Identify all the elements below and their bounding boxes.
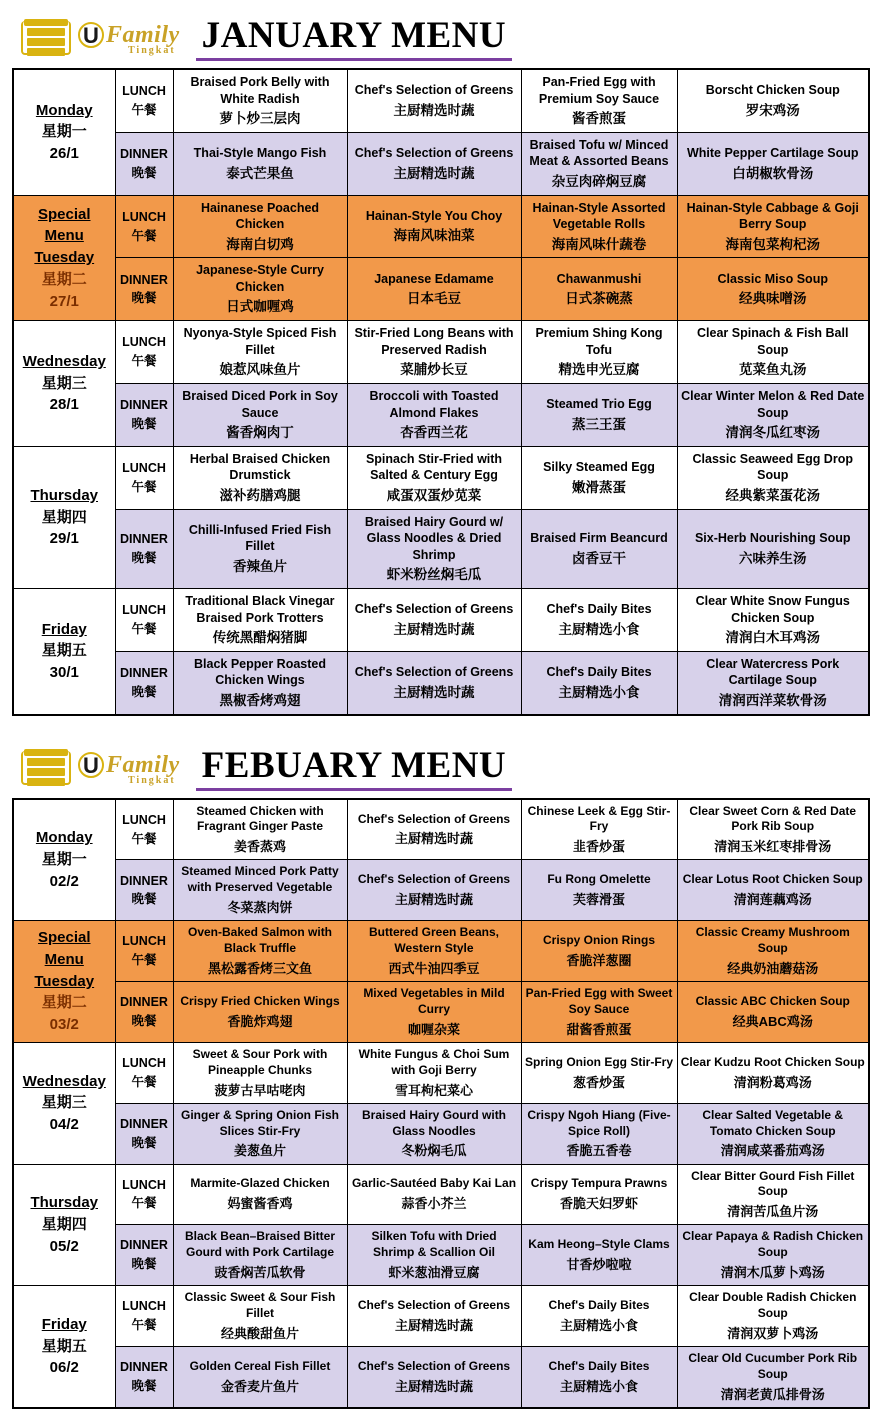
- dish-name-cn: 主厨精选小食: [559, 1378, 638, 1394]
- dish-name-cn: 咖喱杂菜: [407, 1021, 460, 1037]
- dish-name-cn: 香脆炸鸡翅: [227, 1013, 293, 1029]
- dish-cell: Stir-Fried Long Beans with Preserved Radish 菜脯炒长豆: [347, 321, 521, 384]
- dish-cell: Broccoli with Toasted Almond Flakes 杏香西兰花: [347, 384, 521, 447]
- dish-cell: Braised Tofu w/ Minced Meat & Assorted Beans 杂豆肉碎焖豆腐: [521, 132, 677, 195]
- dish-cell: Chef's Selection of Greens 主厨精选时蔬: [347, 1346, 521, 1407]
- dish-name-cn: 姜香蒸鸡: [233, 839, 286, 855]
- dish-name-cn: 清润西洋菜软骨汤: [718, 692, 827, 708]
- day-cell: [13, 195, 115, 321]
- menu-row: [13, 509, 869, 588]
- brand-u-mark: U: [78, 22, 104, 48]
- dish-name-cn: 虾米葱油滑豆腐: [388, 1264, 480, 1280]
- brand-wordmark: [78, 22, 180, 56]
- dish-name-cn: 酱香焖肉丁: [226, 425, 294, 441]
- dish-cell: Hainan-Style You Choy 海南风味油菜: [347, 195, 521, 258]
- dish-name-cn: 香脆天妇罗虾: [559, 1196, 638, 1212]
- day-cell: [13, 589, 115, 715]
- meal-label: LUNCH 午餐: [115, 799, 173, 860]
- dish-cell: Six-Herb Nourishing Soup 六味养生汤: [677, 509, 869, 588]
- dish-cell: Clear Salted Vegetable & Tomato Chicken Soup 清润咸菜番茄鸡汤: [677, 1103, 869, 1164]
- dish-name-cn: 清润粉葛鸡汤: [733, 1074, 812, 1090]
- dish-cell: Sweet & Sour Pork with Pineapple Chunks 菠萝古早咕咾肉: [173, 1042, 347, 1103]
- dish-cell: Marmite-Glazed Chicken 妈蜜酱香鸡: [173, 1164, 347, 1225]
- day-cell: [13, 921, 115, 1043]
- dish-name-cn: 海南白切鸡: [226, 236, 294, 252]
- dish-cell: Clear Double Radish Chicken Soup 清润双萝卜鸡汤: [677, 1286, 869, 1347]
- dish-name-cn: 香脆洋葱圈: [566, 952, 632, 968]
- special-label-line1: Special: [37, 929, 91, 947]
- dish-name-cn: 卤香豆干: [572, 550, 626, 566]
- meal-label: LUNCH 午餐: [115, 195, 173, 258]
- dish-cell: Fu Rong Omelette 芙蓉滑蛋: [521, 860, 677, 921]
- dish-name-cn: 嫩滑蒸蛋: [572, 479, 626, 495]
- day-date: 29/1: [49, 530, 79, 548]
- dish-cell: Chef's Daily Bites 主厨精选小食: [521, 1286, 677, 1347]
- dish-name-cn: 甜酱香煎蛋: [566, 1021, 632, 1037]
- dish-name-cn: 黑椒香烤鸡翅: [219, 692, 301, 708]
- special-label-line1: Special: [37, 205, 91, 223]
- dish-name-cn: 主厨精选时蔬: [394, 1317, 473, 1333]
- dish-cell: Premium Shing Kong Tofu 精选申光豆腐: [521, 321, 677, 384]
- day-date: 05/2: [49, 1237, 79, 1255]
- dish-name-cn: 经典奶油蘑菇汤: [727, 960, 819, 976]
- dish-name-cn: 菠萝古早咕咾肉: [214, 1082, 306, 1098]
- dish-cell: Hainan-Style Cabbage & Goji Berry Soup 海南包菜枸杞汤: [677, 195, 869, 258]
- day-date: 26/1: [49, 145, 79, 163]
- meal-label: LUNCH 午餐: [115, 321, 173, 384]
- dish-cell: Japanese-Style Curry Chicken 日式咖喱鸡: [173, 258, 347, 321]
- dish-name-cn: 豉香焖苦瓜软骨: [214, 1264, 306, 1280]
- dish-cell: Chef's Selection of Greens 主厨精选时蔬: [347, 799, 521, 860]
- meal-label: LUNCH 午餐: [115, 589, 173, 652]
- dish-cell: Chef's Selection of Greens 主厨精选时蔬: [347, 1286, 521, 1347]
- menu-row: [13, 1286, 869, 1347]
- menu-row: [13, 1103, 869, 1164]
- dish-name-cn: 主厨精选时蔬: [393, 684, 475, 700]
- dish-name-cn: 香辣鱼片: [233, 558, 287, 574]
- menu-row: [13, 321, 869, 384]
- dish-name-cn: 香脆五香卷: [566, 1143, 632, 1159]
- day-name-en: Tuesday: [34, 972, 95, 990]
- day-name-cn: 星期四: [41, 1215, 87, 1233]
- menu-header: [12, 10, 868, 68]
- dish-cell: Hainan-Style Assorted Vegetable Rolls 海南风味什蔬卷: [521, 195, 677, 258]
- dish-name-cn: 清润冬瓜红枣汤: [725, 425, 820, 441]
- dish-cell: Chawanmushi 日式茶碗蒸: [521, 258, 677, 321]
- dish-name-cn: 金香麦片鱼片: [220, 1378, 299, 1394]
- day-name-en: Friday: [41, 1315, 87, 1333]
- dish-cell: Braised Pork Belly with White Radish 萝卜炒三层肉: [173, 69, 347, 132]
- dish-name-cn: 精选申光豆腐: [558, 362, 640, 378]
- day-date: 27/1: [49, 292, 79, 310]
- menu-row: [13, 589, 869, 652]
- dish-cell: Black Bean–Braised Bitter Gourd with Pork Cartilage 豉香焖苦瓜软骨: [173, 1225, 347, 1286]
- menu-row: [13, 446, 869, 509]
- dish-name-cn: 主厨精选时蔬: [394, 1378, 473, 1394]
- dish-cell: Crispy Onion Rings 香脆洋葱圈: [521, 921, 677, 982]
- dish-cell: Thai-Style Mango Fish 泰式芒果鱼: [173, 132, 347, 195]
- dish-name-cn: 咸蛋双蛋炒苋菜: [386, 487, 482, 503]
- dish-name-cn: 清润玉米红枣排骨汤: [714, 839, 832, 855]
- dish-cell: Chef's Selection of Greens 主厨精选时蔬: [347, 69, 521, 132]
- dish-name-cn: 罗宋鸡汤: [745, 102, 800, 118]
- dish-name-cn: 日本毛豆: [407, 291, 461, 307]
- dish-name-cn: 泰式芒果鱼: [226, 165, 294, 181]
- dish-name-cn: 经典ABC鸡汤: [732, 1013, 813, 1029]
- dish-name-cn: 黑松露香烤三文鱼: [207, 960, 312, 976]
- dish-name-cn: 主厨精选时蔬: [393, 621, 475, 637]
- dish-name-cn: 虾米粉丝焖毛瓜: [386, 567, 482, 583]
- dish-cell: Braised Hairy Gourd with Glass Noodles 冬粉焖毛瓜: [347, 1103, 521, 1164]
- dish-name-cn: 冬菜蒸肉饼: [227, 900, 293, 916]
- dish-name-cn: 经典味噌汤: [739, 291, 807, 307]
- brand-u-mark: U: [78, 752, 104, 778]
- meal-label: DINNER 晚餐: [115, 982, 173, 1043]
- dish-name-cn: 清润咸菜番茄鸡汤: [720, 1143, 825, 1159]
- menu-row: [13, 921, 869, 982]
- dish-name-cn: 主厨精选小食: [558, 621, 640, 637]
- menu-header: [12, 740, 868, 798]
- dish-cell: Hainanese Poached Chicken 海南白切鸡: [173, 195, 347, 258]
- dish-name-cn: 主厨精选时蔬: [394, 892, 473, 908]
- brand-family-text: Family: [106, 751, 180, 778]
- dish-cell: Braised Firm Beancurd 卤香豆干: [521, 509, 677, 588]
- dish-cell: Silken Tofu with Dried Shrimp & Scallion Oil 虾米葱油滑豆腐: [347, 1225, 521, 1286]
- dish-cell: Clear Lotus Root Chicken Soup 清润莲藕鸡汤: [677, 860, 869, 921]
- dish-name-cn: 传统黑醋焖猪脚: [212, 630, 308, 645]
- dish-cell: Steamed Chicken with Fragrant Ginger Paste 姜香蒸鸡: [173, 799, 347, 860]
- dish-cell: Chef's Selection of Greens 主厨精选时蔬: [347, 132, 521, 195]
- day-name-cn: 星期五: [41, 1337, 87, 1355]
- dish-name-cn: 萝卜炒三层肉: [219, 111, 301, 126]
- dish-cell: White Fungus & Choi Sum with Goji Berry 雪耳枸杞菜心: [347, 1042, 521, 1103]
- dish-name-cn: 清润双萝卜鸡汤: [727, 1325, 819, 1341]
- dish-name-cn: 清润苦瓜鱼片汤: [727, 1204, 819, 1220]
- dish-cell: Crispy Tempura Prawns 香脆天妇罗虾: [521, 1164, 677, 1225]
- day-name-en: Tuesday: [34, 249, 95, 267]
- dish-cell: Buttered Green Beans, Western Style 西式牛油四季豆: [347, 921, 521, 982]
- dish-name-cn: 苋菜鱼丸汤: [739, 362, 807, 378]
- day-cell: [13, 69, 115, 195]
- dish-cell: Spinach Stir-Fried with Salted & Century Egg 咸蛋双蛋炒苋菜: [347, 446, 521, 509]
- meal-label: DINNER 晚餐: [115, 1225, 173, 1286]
- dish-cell: Braised Hairy Gourd w/ Glass Noodles & Dried Shrimp 虾米粉丝焖毛瓜: [347, 509, 521, 588]
- dish-cell: Chinese Leek & Egg Stir-Fry 韭香炒蛋: [521, 799, 677, 860]
- dish-name-cn: 菜脯炒长豆: [400, 362, 468, 378]
- dish-cell: Pan-Fried Egg with Premium Soy Sauce 酱香煎蛋: [521, 69, 677, 132]
- dish-name-cn: 葱香炒蛋: [572, 1074, 625, 1090]
- dish-cell: Clear Winter Melon & Red Date Soup 清润冬瓜红枣汤: [677, 384, 869, 447]
- menu-row: [13, 1225, 869, 1286]
- meal-label: DINNER 晚餐: [115, 651, 173, 714]
- brand-logo: [20, 749, 180, 789]
- special-label-line2: Menu: [44, 950, 84, 968]
- dish-cell: Japanese Edamame 日本毛豆: [347, 258, 521, 321]
- day-date: 04/2: [49, 1116, 79, 1134]
- day-cell: [13, 321, 115, 447]
- tingkat-stack-icon: [20, 19, 72, 59]
- dish-cell: Ginger & Spring Onion Fish Slices Stir-Fry 姜葱鱼片: [173, 1103, 347, 1164]
- day-name-cn: 星期一: [41, 851, 87, 869]
- dish-name-cn: 甘香炒啦啦: [566, 1257, 632, 1273]
- dish-cell: Golden Cereal Fish Fillet 金香麦片鱼片: [173, 1346, 347, 1407]
- dish-cell: Clear Spinach & Fish Ball Soup 苋菜鱼丸汤: [677, 321, 869, 384]
- dish-cell: Pan-Fried Egg with Sweet Soy Sauce 甜酱香煎蛋: [521, 982, 677, 1043]
- dish-cell: Crispy Ngoh Hiang (Five-Spice Roll) 香脆五香卷: [521, 1103, 677, 1164]
- special-label-line2: Menu: [44, 227, 84, 245]
- day-name-cn: 星期一: [41, 123, 87, 141]
- day-name-cn: 星期二: [41, 994, 87, 1012]
- day-date: 30/1: [49, 664, 79, 682]
- dish-name-cn: 主厨精选时蔬: [393, 102, 475, 118]
- dish-cell: Braised Diced Pork in Soy Sauce 酱香焖肉丁: [173, 384, 347, 447]
- day-name-cn: 星期三: [41, 1094, 87, 1112]
- brand-logo: [20, 19, 180, 59]
- dish-cell: Classic Sweet & Sour Fish Fillet 经典酸甜鱼片: [173, 1286, 347, 1347]
- dish-name-cn: 滋补药膳鸡腿: [219, 487, 301, 503]
- dish-name-cn: 清润老黄瓜排骨汤: [720, 1386, 825, 1402]
- dish-cell: Clear Old Cucumber Pork Rib Soup 清润老黄瓜排骨汤: [677, 1346, 869, 1407]
- dish-cell: Crispy Fried Chicken Wings 香脆炸鸡翅: [173, 982, 347, 1043]
- dish-cell: Clear Bitter Gourd Fish Fillet Soup 清润苦瓜鱼片汤: [677, 1164, 869, 1225]
- menu-row: [13, 132, 869, 195]
- menu-row: [13, 982, 869, 1043]
- day-cell: [13, 1164, 115, 1286]
- meal-label: LUNCH 午餐: [115, 1286, 173, 1347]
- day-name-cn: 星期四: [41, 508, 87, 526]
- dish-name-cn: 主厨精选小食: [559, 1317, 638, 1333]
- day-name-en: Thursday: [30, 1194, 98, 1212]
- day-name-en: Monday: [35, 829, 93, 847]
- dish-name-cn: 海南风味什蔬卷: [551, 236, 647, 252]
- menu-row: [13, 195, 869, 258]
- meal-label: LUNCH 午餐: [115, 446, 173, 509]
- dish-name-cn: 雪耳枸杞菜心: [394, 1082, 473, 1098]
- day-date: 02/2: [49, 872, 79, 890]
- dish-cell: Chef's Selection of Greens 主厨精选时蔬: [347, 860, 521, 921]
- dish-cell: Chef's Daily Bites 主厨精选小食: [521, 1346, 677, 1407]
- dish-cell: Steamed Minced Pork Patty with Preserved Vegetable 冬菜蒸肉饼: [173, 860, 347, 921]
- menu-title: JANUARY MENU: [196, 17, 512, 61]
- dish-name-cn: 杏香西兰花: [400, 425, 468, 441]
- dish-name-cn: 经典酸甜鱼片: [220, 1325, 299, 1341]
- day-cell: [13, 446, 115, 588]
- day-cell: [13, 1042, 115, 1164]
- menu-row: [13, 384, 869, 447]
- dish-name-cn: 蒸三王蛋: [572, 416, 626, 432]
- dish-cell: Classic Seaweed Egg Drop Soup 经典紫菜蛋花汤: [677, 446, 869, 509]
- dish-cell: Classic ABC Chicken Soup 经典ABC鸡汤: [677, 982, 869, 1043]
- day-name-en: Monday: [35, 101, 93, 119]
- menu-row: [13, 799, 869, 860]
- menu-row: [13, 651, 869, 714]
- dish-cell: Clear Papaya & Radish Chicken Soup 清润木瓜萝卜鸡汤: [677, 1225, 869, 1286]
- menu-row: [13, 1346, 869, 1407]
- dish-name-cn: 妈蜜酱香鸡: [227, 1196, 293, 1212]
- dish-cell: Clear White Snow Fungus Chicken Soup 清润白木耳鸡汤: [677, 589, 869, 652]
- dish-name-cn: 酱香煎蛋: [572, 111, 626, 126]
- dish-name-cn: 芙蓉滑蛋: [572, 892, 625, 908]
- dish-cell: White Pepper Cartilage Soup 白胡椒软骨汤: [677, 132, 869, 195]
- meal-label: LUNCH 午餐: [115, 921, 173, 982]
- dish-name-cn: 六味养生汤: [739, 550, 807, 566]
- day-name-cn: 星期五: [41, 642, 87, 660]
- dish-cell: Classic Creamy Mushroom Soup 经典奶油蘑菇汤: [677, 921, 869, 982]
- dish-name-cn: 主厨精选时蔬: [393, 165, 475, 181]
- dish-cell: Clear Watercress Pork Cartilage Soup 清润西洋菜软骨汤: [677, 651, 869, 714]
- dish-cell: Chilli-Infused Fried Fish Fillet 香辣鱼片: [173, 509, 347, 588]
- day-cell: [13, 799, 115, 921]
- brand-tingkat-text: Tingkat: [127, 45, 176, 56]
- menu-block-divider: [0, 716, 880, 730]
- dish-cell: Chef's Daily Bites 主厨精选小食: [521, 651, 677, 714]
- dish-name-cn: 日式茶碗蒸: [565, 291, 633, 307]
- menu-table: [12, 798, 870, 1409]
- meal-label: DINNER 晚餐: [115, 384, 173, 447]
- tingkat-stack-icon: [20, 749, 72, 789]
- dish-cell: Chef's Daily Bites 主厨精选小食: [521, 589, 677, 652]
- dish-name-cn: 海南包菜枸杞汤: [725, 236, 820, 252]
- menu-row: [13, 1042, 869, 1103]
- dish-name-cn: 冬粉焖毛瓜: [401, 1143, 467, 1159]
- dish-cell: Herbal Braised Chicken Drumstick 滋补药膳鸡腿: [173, 446, 347, 509]
- meal-label: DINNER 晚餐: [115, 1346, 173, 1407]
- dish-cell: Black Pepper Roasted Chicken Wings 黑椒香烤鸡翅: [173, 651, 347, 714]
- dish-name-cn: 海南风味油菜: [393, 228, 475, 244]
- dish-cell: Borscht Chicken Soup 罗宋鸡汤: [677, 69, 869, 132]
- menu-table: [12, 68, 870, 716]
- day-name-en: Thursday: [30, 486, 98, 504]
- day-name-cn: 星期三: [41, 374, 87, 392]
- brand-wordmark: [78, 752, 180, 786]
- dish-name-cn: 白胡椒软骨汤: [732, 165, 814, 181]
- meal-label: DINNER 晚餐: [115, 1103, 173, 1164]
- menu-row: [13, 258, 869, 321]
- dish-cell: Mixed Vegetables in Mild Curry 咖喱杂菜: [347, 982, 521, 1043]
- dish-cell: Clear Sweet Corn & Red Date Pork Rib Soup 清润玉米红枣排骨汤: [677, 799, 869, 860]
- dish-name-cn: 清润白木耳鸡汤: [725, 630, 820, 645]
- dish-cell: Clear Kudzu Root Chicken Soup 清润粉葛鸡汤: [677, 1042, 869, 1103]
- dish-cell: Steamed Trio Egg 蒸三王蛋: [521, 384, 677, 447]
- dish-cell: Garlic-Sautéed Baby Kai Lan 蒜香小芥兰: [347, 1164, 521, 1225]
- dish-name-cn: 西式牛油四季豆: [388, 960, 480, 976]
- dish-name-cn: 清润木瓜萝卜鸡汤: [720, 1264, 825, 1280]
- dish-cell: Spring Onion Egg Stir-Fry 葱香炒蛋: [521, 1042, 677, 1103]
- meal-label: LUNCH 午餐: [115, 1164, 173, 1225]
- dish-cell: Chef's Selection of Greens 主厨精选时蔬: [347, 589, 521, 652]
- meal-label: DINNER 晚餐: [115, 860, 173, 921]
- day-date: 28/1: [49, 396, 79, 414]
- day-date: 06/2: [49, 1359, 79, 1377]
- dish-cell: Silky Steamed Egg 嫩滑蒸蛋: [521, 446, 677, 509]
- menu-row: [13, 1164, 869, 1225]
- dish-name-cn: 韭香炒蛋: [572, 839, 625, 855]
- dish-name-cn: 娘惹风味鱼片: [219, 362, 301, 378]
- day-date: 03/2: [49, 1016, 79, 1034]
- meal-label: DINNER 晚餐: [115, 258, 173, 321]
- dish-cell: Traditional Black Vinegar Braised Pork Trotters 传统黑醋焖猪脚: [173, 589, 347, 652]
- meal-label: LUNCH 午餐: [115, 1042, 173, 1103]
- menu-row: [13, 69, 869, 132]
- dish-name-cn: 姜葱鱼片: [233, 1143, 286, 1159]
- brand-tingkat-text: Tingkat: [127, 774, 176, 786]
- day-cell: [13, 1286, 115, 1408]
- dish-name-cn: 蒜香小芥兰: [401, 1196, 467, 1212]
- day-name-en: Friday: [41, 620, 87, 638]
- day-name-cn: 星期二: [41, 270, 87, 288]
- day-name-en: Wednesday: [22, 1072, 106, 1090]
- dish-name-cn: 日式咖喱鸡: [226, 299, 294, 315]
- dish-cell: Oven-Baked Salmon with Black Truffle 黑松露香烤三文鱼: [173, 921, 347, 982]
- meal-label: DINNER 晚餐: [115, 509, 173, 588]
- dish-cell: Chef's Selection of Greens 主厨精选时蔬: [347, 651, 521, 714]
- dish-cell: Kam Heong–Style Clams 甘香炒啦啦: [521, 1225, 677, 1286]
- menu-row: [13, 860, 869, 921]
- dish-name-cn: 经典紫菜蛋花汤: [725, 487, 820, 503]
- dish-cell: Nyonya-Style Spiced Fish Fillet 娘惹风味鱼片: [173, 321, 347, 384]
- meal-label: DINNER 晚餐: [115, 132, 173, 195]
- dish-name-cn: 杂豆肉碎焖豆腐: [551, 173, 647, 189]
- dish-name-cn: 主厨精选小食: [558, 684, 640, 700]
- dish-name-cn: 主厨精选时蔬: [394, 831, 473, 847]
- menu-title: FEBUARY MENU: [196, 747, 512, 791]
- day-name-en: Wednesday: [22, 352, 106, 370]
- dish-cell: Classic Miso Soup 经典味噌汤: [677, 258, 869, 321]
- brand-family-text: Family: [106, 22, 180, 48]
- meal-label: LUNCH 午餐: [115, 69, 173, 132]
- dish-name-cn: 清润莲藕鸡汤: [733, 892, 812, 908]
- menu-block: [0, 730, 880, 1409]
